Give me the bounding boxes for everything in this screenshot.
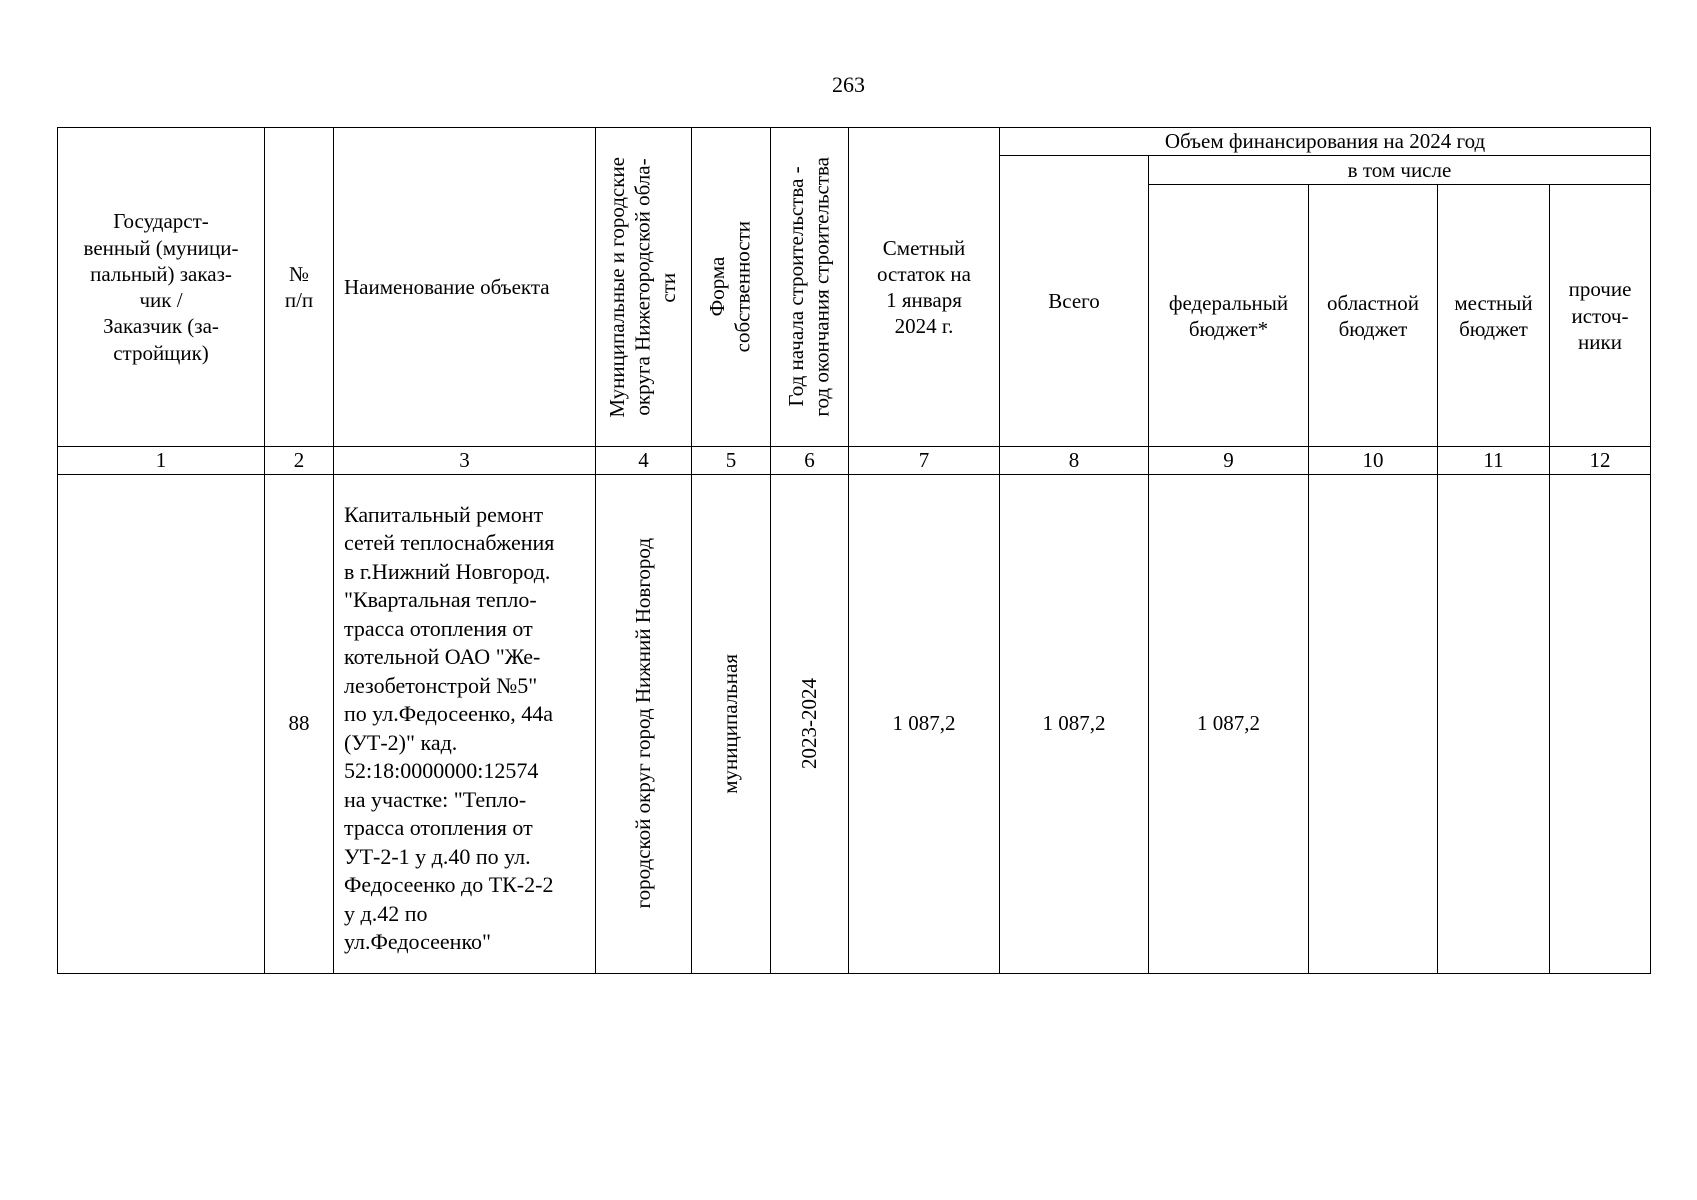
column-number: 10 bbox=[1309, 447, 1438, 474]
header-object-name: Наименование объекта bbox=[334, 128, 596, 447]
column-number: 12 bbox=[1550, 447, 1651, 474]
cell-number: 88 bbox=[265, 474, 334, 973]
header-years-text: Год начала строительства - год окончания строительства bbox=[783, 157, 834, 417]
column-number: 2 bbox=[265, 447, 334, 474]
cell-years bbox=[771, 474, 849, 973]
cell-regional bbox=[1309, 474, 1438, 973]
header-customer: Государст- венный (муници- пальный) заказ- чик / Заказчик (за- стройщик) bbox=[58, 128, 265, 447]
column-number-row bbox=[58, 447, 1651, 474]
column-number: 1 bbox=[58, 447, 265, 474]
cell-estimate: 1 087,2 bbox=[849, 474, 1000, 973]
header-ownership bbox=[692, 128, 771, 447]
cell-ownership bbox=[692, 474, 771, 973]
header-estimate: Сметный остаток на 1 января 2024 г. bbox=[849, 128, 1000, 447]
header-municipality-text: Муниципальные и городские округа Нижегородской обла- сти bbox=[605, 156, 681, 418]
cell-years-text: 2023-2024 bbox=[796, 678, 821, 770]
table-row bbox=[58, 474, 1651, 973]
cell-other bbox=[1550, 474, 1651, 973]
page-number: 263 bbox=[832, 72, 865, 97]
column-number: 4 bbox=[596, 447, 692, 474]
header-municipality bbox=[596, 128, 692, 447]
cell-object-name: Капитальный ремонт сетей теплоснабжения в г.Нижний Новгород. "Квартальная тепло- трасса отопления от котельной ОАО "Же- лезобетонстрой №5" по ул.Федосеенко, 44а (УТ-2)" кад. 52:18:0000000:12574 на участке: "Тепло- трасса отопления от УТ-2-1 у д.40 по ул. Федосеенко до ТК-2-2 у д.42 по ул.Федосеенко" bbox=[334, 474, 596, 973]
header-number: № п/п bbox=[265, 128, 334, 447]
cell-municipality-text: городской округ город Нижний Новгород bbox=[630, 538, 655, 909]
header-federal: федеральный бюджет* bbox=[1149, 185, 1309, 447]
cell-total: 1 087,2 bbox=[1000, 474, 1149, 973]
header-years bbox=[771, 128, 849, 447]
column-number: 5 bbox=[692, 447, 771, 474]
column-number: 8 bbox=[1000, 447, 1149, 474]
header-local: местный бюджет bbox=[1438, 185, 1550, 447]
cell-local bbox=[1438, 474, 1550, 973]
header-including: в том числе bbox=[1149, 156, 1651, 185]
cell-customer bbox=[58, 474, 265, 973]
column-number: 9 bbox=[1149, 447, 1309, 474]
financing-table bbox=[57, 127, 1651, 974]
cell-federal: 1 087,2 bbox=[1149, 474, 1309, 973]
cell-ownership-text: муниципальная bbox=[718, 653, 743, 794]
column-number: 6 bbox=[771, 447, 849, 474]
column-number: 11 bbox=[1438, 447, 1550, 474]
header-ownership-text: Форма собственности bbox=[705, 221, 755, 353]
column-number: 7 bbox=[849, 447, 1000, 474]
header-total: Всего bbox=[1000, 156, 1149, 447]
header-regional: областной бюджет bbox=[1309, 185, 1438, 447]
cell-municipality bbox=[596, 474, 692, 973]
column-number: 3 bbox=[334, 447, 596, 474]
header-funding-group: Объем финансирования на 2024 год bbox=[1000, 128, 1651, 156]
header-other: прочие источ- ники bbox=[1550, 185, 1651, 447]
